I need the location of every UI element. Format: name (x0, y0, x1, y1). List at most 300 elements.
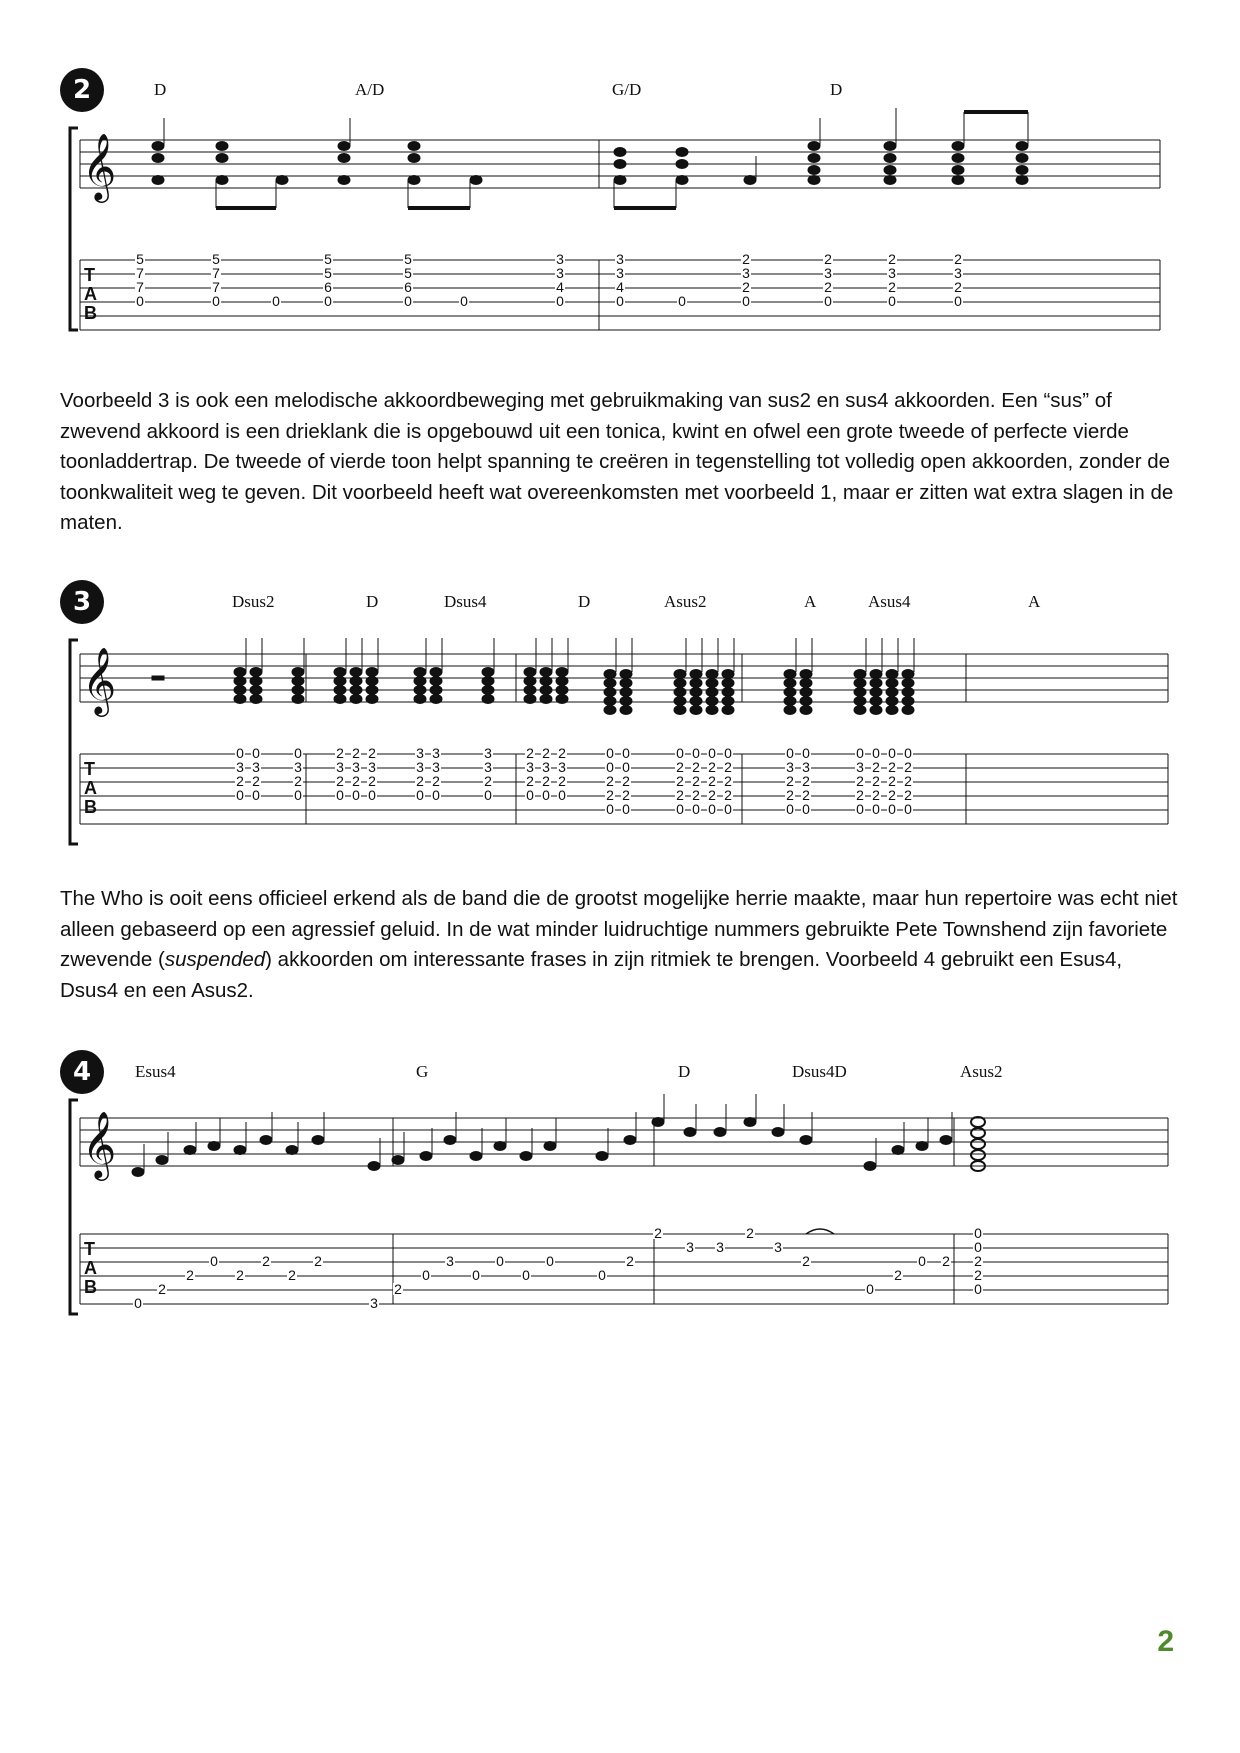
tab-fret-number: 0 (352, 787, 360, 803)
note-head (208, 1142, 220, 1151)
tab-fret-number: 2 (542, 745, 550, 761)
note-head (482, 695, 494, 704)
note-head (482, 668, 494, 677)
note-head (604, 706, 616, 715)
tab-fret-number: 0 (676, 801, 684, 817)
note-head (156, 1156, 168, 1165)
note-head (902, 706, 914, 715)
example-4 (60, 1050, 1180, 1330)
tab-fret-number: 2 (394, 1281, 402, 1297)
tab-fret-number: 5 (136, 251, 144, 267)
note-head (971, 1139, 985, 1149)
tab-label-b: B (84, 797, 97, 817)
tab-fret-number: 0 (708, 801, 716, 817)
tab-fret-number: 2 (314, 1253, 322, 1269)
note-head (334, 677, 346, 686)
note-head (800, 688, 812, 697)
note-head (714, 1128, 726, 1137)
note-head (556, 686, 568, 695)
tab-label-b: B (84, 303, 97, 323)
tab-fret-number: 2 (724, 759, 732, 775)
tab-fret-number: 5 (404, 251, 412, 267)
tab-fret-number: 0 (460, 293, 468, 309)
tab-fret-number: 0 (272, 293, 280, 309)
paragraph-sus-chords: Voorbeeld 3 is ook een melodische akkoordbeweging met gebruikmaking van sus2 en sus4 akkoorden. Een “sus” of zwevend akkoord is een drieklank die is opgebouwd uit een tonica, kwint en ofwel een grote tweede of perfecte vierde toonladdertrap. De tweede of vierde toon helpt spanning te creëren in tegenstelling tot volledig open akkoorden, zonder de toonkwaliteit weg te geven. Dit voorbeeld heeft wat overeenkomsten met voorbeeld 1, maar er zitten wat extra slagen in de maten. (60, 389, 1174, 534)
tab-fret-number: 0 (558, 787, 566, 803)
tab-fret-number: 2 (526, 773, 534, 789)
chord-symbol: G/D (612, 80, 642, 99)
tab-fret-number: 0 (802, 745, 810, 761)
tab-fret-number: 2 (692, 773, 700, 789)
note-head (722, 670, 734, 679)
tab-fret-number: 3 (336, 759, 344, 775)
note-head (132, 1168, 144, 1177)
treble-clef-icon: 𝄞 (82, 1110, 117, 1178)
tab-fret-number: 2 (288, 1267, 296, 1283)
tab-fret-number: 0 (606, 801, 614, 817)
note-head (800, 697, 812, 706)
tab-fret-number: 0 (336, 787, 344, 803)
note-head (334, 668, 346, 677)
note-head (392, 1156, 404, 1165)
note-head (604, 688, 616, 697)
tab-fret-number: 0 (692, 801, 700, 817)
tab-fret-number: 5 (324, 265, 332, 281)
note-head (334, 695, 346, 704)
tab-fret-number: 2 (416, 773, 424, 789)
note-head (854, 697, 866, 706)
chord-symbol: A (1028, 592, 1041, 611)
tab-fret-number: 3 (252, 759, 260, 775)
tab-fret-number: 2 (888, 787, 896, 803)
note-head (544, 1142, 556, 1151)
tab-fret-number: 0 (404, 293, 412, 309)
tab-fret-number: 2 (802, 787, 810, 803)
tab-fret-number: 0 (974, 1239, 982, 1255)
tab-fret-number: 2 (942, 1253, 950, 1269)
tab-fret-number: 2 (236, 773, 244, 789)
tab-fret-number: 5 (404, 265, 412, 281)
paragraph-text: The Who is ooit eens officieel erkend als de band die de grootst mogelijke herrie maakte, maar hun repertoire was echt niet alleen gebaseerd op een agressief geluid. In de wat minder luidruchtige nummers gebruikte Pete Townshend zijn favoriete zwevende ( (60, 887, 1178, 971)
note-head (540, 668, 552, 677)
note-head (784, 670, 796, 679)
note-head (706, 697, 718, 706)
tab-fret-number: 7 (212, 279, 220, 295)
tab-fret-number: 0 (606, 759, 614, 775)
note-head (482, 677, 494, 686)
tab-fret-number: 0 (708, 745, 716, 761)
tab-fret-number: 3 (368, 759, 376, 775)
tab-fret-number: 0 (954, 293, 962, 309)
note-head (444, 1136, 456, 1145)
tab-fret-number: 0 (888, 745, 896, 761)
tab-fret-number: 2 (484, 773, 492, 789)
tab-fret-number: 2 (626, 1253, 634, 1269)
note-head (916, 1142, 928, 1151)
note-head (854, 688, 866, 697)
note-head (706, 688, 718, 697)
note-head (334, 686, 346, 695)
tab-fret-number: 2 (352, 745, 360, 761)
chord-symbol: G (416, 1062, 429, 1081)
tab-label-b: B (84, 1277, 97, 1297)
tab-fret-number: 3 (556, 251, 564, 267)
tab-fret-number: 2 (708, 787, 716, 803)
tab-fret-number: 3 (526, 759, 534, 775)
tab-fret-number: 7 (136, 265, 144, 281)
note-head (854, 670, 866, 679)
tab-fret-number: 3 (686, 1239, 694, 1255)
tab-fret-number: 0 (422, 1267, 430, 1283)
tab-fret-number: 2 (872, 787, 880, 803)
tab-fret-number: 2 (676, 787, 684, 803)
tab-fret-number: 7 (212, 265, 220, 281)
note-head (556, 695, 568, 704)
note-head (854, 706, 866, 715)
note-head (940, 1136, 952, 1145)
tab-fret-number: 0 (236, 787, 244, 803)
note-head (556, 668, 568, 677)
tab-fret-number: 3 (802, 759, 810, 775)
note-head (604, 697, 616, 706)
tab-fret-number: 3 (774, 1239, 782, 1255)
example-number-badge: 2 (60, 68, 104, 112)
note-head (482, 686, 494, 695)
note-head (620, 688, 632, 697)
note-head (312, 1136, 324, 1145)
tab-fret-number: 3 (786, 759, 794, 775)
note-head (886, 706, 898, 715)
note-head (784, 706, 796, 715)
note-head (524, 677, 536, 686)
note-head (886, 688, 898, 697)
note-head (722, 697, 734, 706)
note-head (414, 668, 426, 677)
tab-fret-number: 3 (542, 759, 550, 775)
tab-fret-number: 3 (716, 1239, 724, 1255)
tab-fret-number: 0 (888, 801, 896, 817)
tab-fret-number: 0 (546, 1253, 554, 1269)
notation-system (60, 1050, 1180, 1330)
note-head (854, 679, 866, 688)
tab-fret-number: 0 (802, 801, 810, 817)
tab-fret-number: 0 (742, 293, 750, 309)
note-head (250, 686, 262, 695)
example-number-badge: 3 (60, 580, 104, 624)
tab-fret-number: 0 (872, 745, 880, 761)
note-head (366, 668, 378, 677)
note-head (690, 679, 702, 688)
tab-fret-number: 3 (742, 265, 750, 281)
note-head (744, 1118, 756, 1127)
tab-fret-number: 2 (786, 787, 794, 803)
note-head (886, 697, 898, 706)
tab-label-a: A (84, 778, 97, 798)
tab-fret-number: 0 (134, 1295, 142, 1311)
tab-fret-number: 2 (606, 787, 614, 803)
note-head (430, 686, 442, 695)
tab-fret-number: 2 (888, 773, 896, 789)
tab-fret-number: 2 (824, 251, 832, 267)
tab-fret-number: 0 (904, 801, 912, 817)
note-head (184, 1146, 196, 1155)
note-head (292, 695, 304, 704)
tab-numbers (133, 1225, 983, 1311)
example-2 (60, 68, 1180, 348)
tab-fret-number: 2 (336, 773, 344, 789)
note-head (366, 677, 378, 686)
tab-fret-number: 0 (252, 787, 260, 803)
chord-symbol: D (830, 80, 843, 99)
note-head (292, 668, 304, 677)
tab-fret-number: 4 (616, 279, 624, 295)
note-head (524, 686, 536, 695)
note-head (520, 1152, 532, 1161)
note-head (540, 695, 552, 704)
chord-notes (884, 108, 896, 185)
tab-fret-number: 3 (416, 745, 424, 761)
chord-notes (952, 112, 1028, 185)
tab-fret-number: 2 (692, 759, 700, 775)
tab-fret-number: 3 (558, 759, 566, 775)
note-head (368, 1162, 380, 1171)
chord-notes (808, 118, 820, 185)
tab-fret-number: 2 (606, 773, 614, 789)
note-head (234, 686, 246, 695)
tab-fret-number: 0 (324, 293, 332, 309)
note-head (350, 686, 362, 695)
note-head (620, 697, 632, 706)
tab-fret-number: 5 (324, 251, 332, 267)
tab-fret-number: 2 (558, 745, 566, 761)
note-head (620, 679, 632, 688)
note-head (596, 1152, 608, 1161)
note-head (414, 695, 426, 704)
tab-fret-number: 2 (904, 773, 912, 789)
tab-fret-number: 0 (974, 1281, 982, 1297)
tab-fret-number: 3 (432, 759, 440, 775)
tab-fret-number: 0 (606, 745, 614, 761)
note-head (902, 670, 914, 679)
note-head (234, 668, 246, 677)
tab-fret-number: 2 (432, 773, 440, 789)
note-head (902, 679, 914, 688)
tab-fret-number: 0 (622, 801, 630, 817)
note-head (690, 670, 702, 679)
note-head (350, 668, 362, 677)
note-head (864, 1162, 876, 1171)
tab-fret-number: 0 (904, 745, 912, 761)
note-head (684, 1128, 696, 1137)
tab-fret-number: 2 (954, 279, 962, 295)
tab-fret-number: 3 (484, 759, 492, 775)
note-head (800, 706, 812, 715)
tab-fret-number: 3 (236, 759, 244, 775)
tab-label-t: T (84, 1239, 95, 1259)
tab-fret-number: 0 (888, 293, 896, 309)
treble-clef-icon: 𝄞 (82, 646, 117, 714)
tab-fret-number: 2 (974, 1267, 982, 1283)
tab-fret-number: 0 (542, 787, 550, 803)
chord-notes (152, 118, 164, 185)
tab-fret-number: 2 (872, 759, 880, 775)
tab-fret-number: 2 (368, 773, 376, 789)
note-head (430, 695, 442, 704)
note-head (286, 1146, 298, 1155)
note-head (706, 679, 718, 688)
example-number-badge: 4 (60, 1050, 104, 1094)
note-head (234, 1146, 246, 1155)
tab-fret-number: 2 (872, 773, 880, 789)
notation-system (60, 580, 1180, 850)
note-head (250, 677, 262, 686)
page-number: 2 (1157, 1625, 1174, 1658)
tab-fret-number: 0 (526, 787, 534, 803)
note-head (524, 668, 536, 677)
chord-symbol: A/D (355, 80, 385, 99)
note-head (870, 706, 882, 715)
note-head (800, 670, 812, 679)
note-head (430, 677, 442, 686)
note-head (366, 686, 378, 695)
tab-fret-number: 2 (974, 1253, 982, 1269)
note-head (902, 697, 914, 706)
chord-symbol: Dsus4D (792, 1062, 847, 1081)
tab-fret-number: 0 (678, 293, 686, 309)
tab-fret-number: 2 (824, 279, 832, 295)
note-head (620, 706, 632, 715)
note-head (886, 679, 898, 688)
chord-notes (614, 148, 688, 209)
note-head (892, 1146, 904, 1155)
note-head (902, 688, 914, 697)
tab-label-a: A (84, 284, 97, 304)
tab-fret-number: 0 (416, 787, 424, 803)
tab-fret-number: 2 (252, 773, 260, 789)
treble-clef-icon: 𝄞 (82, 132, 117, 200)
tab-fret-number: 2 (352, 773, 360, 789)
tab-numbers (235, 745, 913, 817)
tab-fret-number: 0 (866, 1281, 874, 1297)
chord-symbol: Asus2 (960, 1062, 1003, 1081)
tab-fret-number: 0 (692, 745, 700, 761)
chord-symbol: Dsus2 (232, 592, 275, 611)
tab-fret-number: 2 (692, 787, 700, 803)
note-head (722, 679, 734, 688)
tab-fret-number: 0 (786, 745, 794, 761)
note-head (690, 706, 702, 715)
tab-fret-number: 3 (954, 265, 962, 281)
tab-fret-number: 2 (742, 279, 750, 295)
tab-fret-number: 0 (856, 801, 864, 817)
example-3 (60, 580, 1180, 850)
note-head (674, 697, 686, 706)
tab-fret-number: 2 (294, 773, 302, 789)
chord-symbol: D (366, 592, 379, 611)
tab-fret-number: 0 (136, 293, 144, 309)
tab-fret-number: 2 (622, 787, 630, 803)
tab-fret-number: 2 (746, 1225, 754, 1241)
chord-symbol: Dsus4 (444, 592, 487, 611)
tab-fret-number: 2 (888, 759, 896, 775)
note-head (292, 677, 304, 686)
note-head (470, 1152, 482, 1161)
note-head (870, 697, 882, 706)
tab-fret-number: 3 (888, 265, 896, 281)
tab-fret-number: 0 (210, 1253, 218, 1269)
note-head (556, 677, 568, 686)
chord-notes (744, 156, 756, 185)
tab-fret-number: 0 (724, 801, 732, 817)
chord-notes (338, 118, 350, 185)
tab-fret-number: 2 (708, 773, 716, 789)
note-head (420, 1152, 432, 1161)
note-head (350, 677, 362, 686)
tab-fret-number: 6 (404, 279, 412, 295)
chord-symbol: Esus4 (135, 1062, 176, 1081)
tab-fret-number: 2 (708, 759, 716, 775)
note-head (886, 670, 898, 679)
tab-fret-number: 0 (236, 745, 244, 761)
paragraph-the-who (60, 884, 1180, 1006)
chord-notes (408, 142, 482, 209)
tab-fret-number: 2 (236, 1267, 244, 1283)
note-head (674, 688, 686, 697)
note-head (234, 695, 246, 704)
tab-fret-number: 2 (724, 773, 732, 789)
tab-fret-number: 2 (888, 251, 896, 267)
tab-fret-number: 0 (856, 745, 864, 761)
tab-fret-number: 3 (294, 759, 302, 775)
tab-fret-number: 2 (904, 759, 912, 775)
note-head (414, 677, 426, 686)
tab-fret-number: 3 (416, 759, 424, 775)
tab-fret-number: 3 (432, 745, 440, 761)
tab-fret-number: 3 (352, 759, 360, 775)
tab-fret-number: 0 (622, 759, 630, 775)
note-head (494, 1142, 506, 1151)
note-head (652, 1118, 664, 1127)
note-head (430, 668, 442, 677)
note-head (292, 686, 304, 695)
tab-fret-number: 2 (786, 773, 794, 789)
tab-fret-number: 2 (186, 1267, 194, 1283)
note-head (624, 1136, 636, 1145)
chord-symbol: D (578, 592, 591, 611)
tab-fret-number: 2 (954, 251, 962, 267)
tab-fret-number: 2 (856, 787, 864, 803)
rest-and-chord-stems (152, 638, 914, 715)
note-head (366, 695, 378, 704)
note-head (604, 670, 616, 679)
chord-symbol: Asus4 (868, 592, 911, 611)
note-head (674, 706, 686, 715)
tab-fret-number: 4 (556, 279, 564, 295)
tab-fret-number: 0 (496, 1253, 504, 1269)
tab-fret-number: 2 (542, 773, 550, 789)
note-head (870, 688, 882, 697)
tab-fret-number: 0 (212, 293, 220, 309)
tab-fret-number: 2 (888, 279, 896, 295)
paragraph-text: ) akkoorden om interessante frases in zijn ritmiek te brengen. Voorbeeld 4 gebruikt een Esus4, Dsus4 en een Asus2. (60, 948, 1123, 1002)
note-head (784, 697, 796, 706)
tab-fret-number: 0 (824, 293, 832, 309)
tab-fret-number: 0 (918, 1253, 926, 1269)
note-head (706, 670, 718, 679)
chord-notes (216, 142, 288, 209)
tab-fret-number: 2 (158, 1281, 166, 1297)
tab-fret-number: 2 (558, 773, 566, 789)
